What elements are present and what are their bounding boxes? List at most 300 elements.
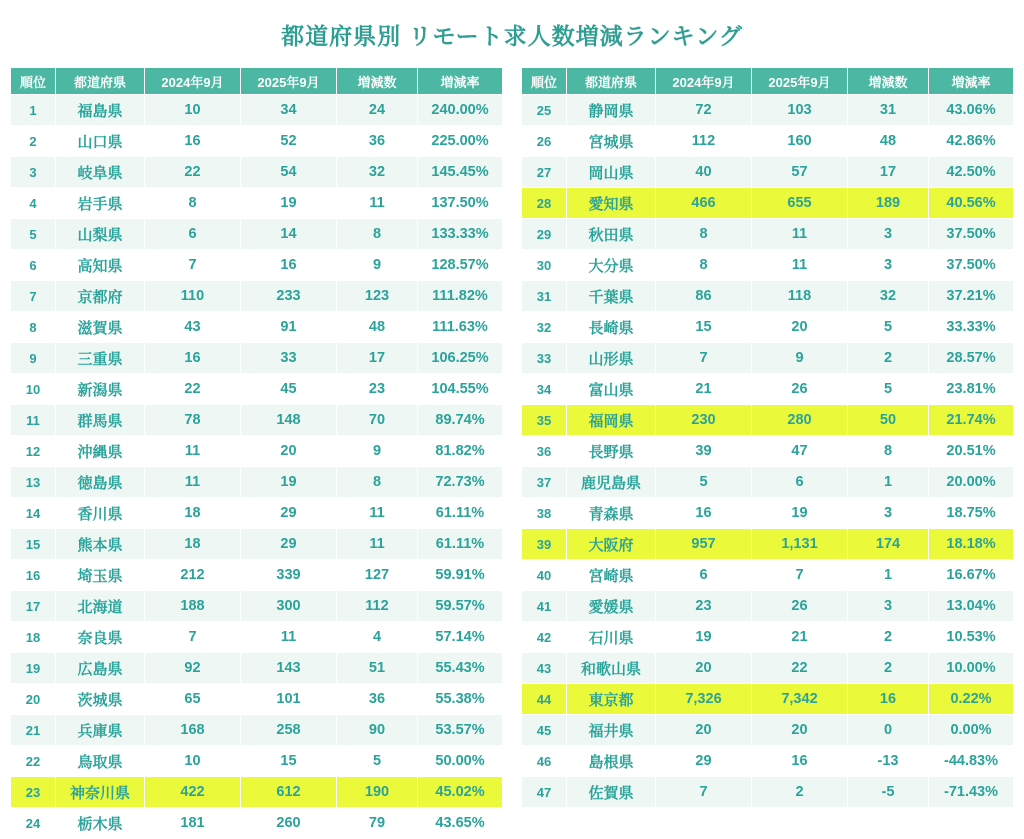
cell-jobs-2024: 20 xyxy=(656,715,752,746)
cell-rank: 40 xyxy=(522,560,567,591)
cell-jobs-2025: 26 xyxy=(752,591,848,622)
cell-rank: 47 xyxy=(522,777,567,808)
cell-diff: 11 xyxy=(337,498,418,529)
cell-jobs-2024: 7 xyxy=(145,622,241,653)
table-row xyxy=(522,312,1014,343)
cell-jobs-2025: 20 xyxy=(752,715,848,746)
column-header-2024: 2024年9月 xyxy=(145,68,241,95)
cell-jobs-2024: 21 xyxy=(656,374,752,405)
cell-prefecture: 三重県 xyxy=(56,343,145,374)
cell-jobs-2025: 655 xyxy=(752,188,848,219)
table-row xyxy=(522,219,1014,250)
table-row xyxy=(522,405,1014,436)
cell-rank: 17 xyxy=(11,591,56,622)
cell-prefecture: 長野県 xyxy=(567,436,656,467)
cell-jobs-2025: 258 xyxy=(241,715,337,746)
cell-jobs-2024: 5 xyxy=(656,467,752,498)
cell-diff: 36 xyxy=(337,126,418,157)
cell-prefecture: 福島県 xyxy=(56,95,145,126)
cell-rate: 28.57% xyxy=(929,343,1014,374)
cell-rate: 111.63% xyxy=(418,312,503,343)
cell-diff: 8 xyxy=(337,219,418,250)
ranking-table-left xyxy=(10,67,503,839)
cell-diff: 127 xyxy=(337,560,418,591)
cell-jobs-2024: 11 xyxy=(145,436,241,467)
cell-prefecture: 静岡県 xyxy=(567,95,656,126)
cell-diff: 32 xyxy=(848,281,929,312)
cell-rank: 45 xyxy=(522,715,567,746)
table-row xyxy=(522,343,1014,374)
cell-jobs-2024: 181 xyxy=(145,808,241,839)
cell-rank: 13 xyxy=(11,467,56,498)
cell-rate: 37.21% xyxy=(929,281,1014,312)
cell-diff: 16 xyxy=(848,684,929,715)
cell-jobs-2025: 11 xyxy=(752,250,848,281)
cell-rank: 6 xyxy=(11,250,56,281)
cell-jobs-2025: 148 xyxy=(241,405,337,436)
cell-jobs-2024: 188 xyxy=(145,591,241,622)
cell-rank: 34 xyxy=(522,374,567,405)
cell-jobs-2025: 280 xyxy=(752,405,848,436)
cell-rate: 23.81% xyxy=(929,374,1014,405)
cell-diff: 2 xyxy=(848,343,929,374)
table-row xyxy=(11,374,503,405)
table-row xyxy=(11,808,503,839)
page-title: 都道府県別 リモート求人数増減ランキング xyxy=(281,23,743,49)
cell-jobs-2024: 16 xyxy=(145,126,241,157)
cell-jobs-2025: 54 xyxy=(241,157,337,188)
table-row xyxy=(11,157,503,188)
cell-rank: 15 xyxy=(11,529,56,560)
cell-rate: 59.57% xyxy=(418,591,503,622)
cell-jobs-2024: 110 xyxy=(145,281,241,312)
cell-prefecture: 京都府 xyxy=(56,281,145,312)
cell-prefecture: 徳島県 xyxy=(56,467,145,498)
cell-jobs-2025: 101 xyxy=(241,684,337,715)
table-row xyxy=(522,591,1014,622)
cell-diff: 8 xyxy=(848,436,929,467)
cell-rate: 61.11% xyxy=(418,498,503,529)
cell-rate: 37.50% xyxy=(929,250,1014,281)
cell-prefecture: 岡山県 xyxy=(567,157,656,188)
cell-prefecture: 愛知県 xyxy=(567,188,656,219)
cell-rank: 31 xyxy=(522,281,567,312)
cell-prefecture: 宮城県 xyxy=(567,126,656,157)
cell-diff: 190 xyxy=(337,777,418,808)
table-row xyxy=(11,126,503,157)
cell-rate: 37.50% xyxy=(929,219,1014,250)
cell-rate: 42.86% xyxy=(929,126,1014,157)
cell-jobs-2025: 118 xyxy=(752,281,848,312)
table-row xyxy=(11,560,503,591)
cell-jobs-2025: 22 xyxy=(752,653,848,684)
cell-prefecture: 広島県 xyxy=(56,653,145,684)
cell-rate: 128.57% xyxy=(418,250,503,281)
cell-rank: 46 xyxy=(522,746,567,777)
cell-jobs-2025: 300 xyxy=(241,591,337,622)
cell-prefecture: 奈良県 xyxy=(56,622,145,653)
cell-jobs-2024: 8 xyxy=(145,188,241,219)
cell-jobs-2024: 22 xyxy=(145,157,241,188)
cell-diff: 17 xyxy=(337,343,418,374)
cell-rate: 45.02% xyxy=(418,777,503,808)
cell-jobs-2025: 29 xyxy=(241,498,337,529)
cell-diff: 5 xyxy=(848,312,929,343)
table-row xyxy=(522,250,1014,281)
column-header-rank: 順位 xyxy=(522,68,567,95)
cell-rank: 32 xyxy=(522,312,567,343)
cell-prefecture: 沖縄県 xyxy=(56,436,145,467)
cell-jobs-2025: 52 xyxy=(241,126,337,157)
cell-prefecture: 愛媛県 xyxy=(567,591,656,622)
cell-prefecture: 秋田県 xyxy=(567,219,656,250)
cell-jobs-2025: 20 xyxy=(241,436,337,467)
cell-prefecture: 神奈川県 xyxy=(56,777,145,808)
cell-rank: 36 xyxy=(522,436,567,467)
table-row xyxy=(11,281,503,312)
cell-jobs-2025: 19 xyxy=(752,498,848,529)
cell-diff: 24 xyxy=(337,95,418,126)
table-row xyxy=(522,436,1014,467)
table-body-left xyxy=(11,95,503,839)
cell-jobs-2025: 26 xyxy=(752,374,848,405)
cell-jobs-2024: 72 xyxy=(656,95,752,126)
cell-rank: 41 xyxy=(522,591,567,622)
cell-jobs-2025: 20 xyxy=(752,312,848,343)
column-header-2025: 2025年9月 xyxy=(752,68,848,95)
cell-rank: 29 xyxy=(522,219,567,250)
cell-rate: 145.45% xyxy=(418,157,503,188)
header-row xyxy=(11,68,503,95)
cell-jobs-2025: 34 xyxy=(241,95,337,126)
table-body-right xyxy=(522,95,1014,808)
cell-prefecture: 山梨県 xyxy=(56,219,145,250)
cell-jobs-2024: 20 xyxy=(656,653,752,684)
cell-diff: 8 xyxy=(337,467,418,498)
cell-jobs-2024: 6 xyxy=(656,560,752,591)
table-row xyxy=(522,281,1014,312)
table-row xyxy=(11,653,503,684)
cell-diff: 48 xyxy=(848,126,929,157)
cell-rank: 5 xyxy=(11,219,56,250)
cell-prefecture: 山形県 xyxy=(567,343,656,374)
cell-rate: 133.33% xyxy=(418,219,503,250)
cell-jobs-2024: 92 xyxy=(145,653,241,684)
table-row xyxy=(522,95,1014,126)
cell-diff: 189 xyxy=(848,188,929,219)
cell-prefecture: 東京都 xyxy=(567,684,656,715)
cell-jobs-2025: 9 xyxy=(752,343,848,374)
cell-jobs-2025: 143 xyxy=(241,653,337,684)
cell-jobs-2024: 7,326 xyxy=(656,684,752,715)
cell-rank: 11 xyxy=(11,405,56,436)
table-row xyxy=(11,777,503,808)
cell-rank: 33 xyxy=(522,343,567,374)
cell-rate: 10.00% xyxy=(929,653,1014,684)
cell-rank: 37 xyxy=(522,467,567,498)
cell-jobs-2025: 103 xyxy=(752,95,848,126)
cell-jobs-2024: 23 xyxy=(656,591,752,622)
cell-rate: 33.33% xyxy=(929,312,1014,343)
column-header-2025: 2025年9月 xyxy=(241,68,337,95)
cell-diff: 123 xyxy=(337,281,418,312)
cell-rank: 30 xyxy=(522,250,567,281)
cell-jobs-2024: 43 xyxy=(145,312,241,343)
cell-jobs-2024: 10 xyxy=(145,95,241,126)
cell-rank: 22 xyxy=(11,746,56,777)
cell-diff: 32 xyxy=(337,157,418,188)
cell-jobs-2024: 230 xyxy=(656,405,752,436)
cell-jobs-2025: 233 xyxy=(241,281,337,312)
cell-prefecture: 山口県 xyxy=(56,126,145,157)
cell-rate: -71.43% xyxy=(929,777,1014,808)
cell-rate: -44.83% xyxy=(929,746,1014,777)
cell-rate: 18.18% xyxy=(929,529,1014,560)
table-row xyxy=(11,529,503,560)
cell-diff: 3 xyxy=(848,498,929,529)
table-header-right xyxy=(522,68,1014,95)
table-row xyxy=(522,157,1014,188)
cell-diff: 3 xyxy=(848,250,929,281)
cell-jobs-2024: 8 xyxy=(656,250,752,281)
table-row xyxy=(522,529,1014,560)
cell-rate: 72.73% xyxy=(418,467,503,498)
column-header-diff: 増減数 xyxy=(848,68,929,95)
cell-rate: 42.50% xyxy=(929,157,1014,188)
cell-rank: 3 xyxy=(11,157,56,188)
cell-rank: 25 xyxy=(522,95,567,126)
cell-rate: 0.00% xyxy=(929,715,1014,746)
cell-prefecture: 青森県 xyxy=(567,498,656,529)
cell-rank: 38 xyxy=(522,498,567,529)
cell-diff: 50 xyxy=(848,405,929,436)
table-row xyxy=(11,312,503,343)
cell-jobs-2025: 16 xyxy=(241,250,337,281)
cell-rank: 7 xyxy=(11,281,56,312)
cell-jobs-2024: 7 xyxy=(656,777,752,808)
cell-diff: 0 xyxy=(848,715,929,746)
cell-prefecture: 茨城県 xyxy=(56,684,145,715)
cell-rank: 12 xyxy=(11,436,56,467)
cell-prefecture: 香川県 xyxy=(56,498,145,529)
cell-rate: 55.38% xyxy=(418,684,503,715)
cell-rate: 10.53% xyxy=(929,622,1014,653)
cell-jobs-2024: 7 xyxy=(656,343,752,374)
cell-rate: 43.65% xyxy=(418,808,503,839)
cell-rate: 18.75% xyxy=(929,498,1014,529)
cell-diff: 11 xyxy=(337,188,418,219)
cell-diff: 2 xyxy=(848,653,929,684)
cell-rate: 16.67% xyxy=(929,560,1014,591)
cell-rank: 19 xyxy=(11,653,56,684)
cell-diff: 36 xyxy=(337,684,418,715)
cell-prefecture: 長崎県 xyxy=(567,312,656,343)
table-row xyxy=(11,188,503,219)
cell-jobs-2024: 212 xyxy=(145,560,241,591)
cell-diff: 112 xyxy=(337,591,418,622)
cell-jobs-2024: 39 xyxy=(656,436,752,467)
cell-jobs-2024: 22 xyxy=(145,374,241,405)
table-row xyxy=(11,436,503,467)
cell-rate: 20.00% xyxy=(929,467,1014,498)
cell-rate: 106.25% xyxy=(418,343,503,374)
cell-diff: 1 xyxy=(848,467,929,498)
cell-jobs-2025: 15 xyxy=(241,746,337,777)
cell-diff: -5 xyxy=(848,777,929,808)
cell-prefecture: 大阪府 xyxy=(567,529,656,560)
cell-jobs-2025: 19 xyxy=(241,188,337,219)
cell-prefecture: 鹿児島県 xyxy=(567,467,656,498)
column-header-prefecture: 都道府県 xyxy=(56,68,145,95)
cell-rate: 43.06% xyxy=(929,95,1014,126)
cell-rank: 18 xyxy=(11,622,56,653)
cell-prefecture: 石川県 xyxy=(567,622,656,653)
column-header-diff: 増減数 xyxy=(337,68,418,95)
cell-jobs-2025: 45 xyxy=(241,374,337,405)
table-header-left xyxy=(11,68,503,95)
cell-rank: 1 xyxy=(11,95,56,126)
cell-diff: 2 xyxy=(848,622,929,653)
cell-jobs-2024: 16 xyxy=(145,343,241,374)
cell-diff: 3 xyxy=(848,219,929,250)
cell-jobs-2024: 86 xyxy=(656,281,752,312)
column-header-rate: 増減率 xyxy=(418,68,503,95)
cell-rate: 53.57% xyxy=(418,715,503,746)
cell-rank: 39 xyxy=(522,529,567,560)
cell-rate: 50.00% xyxy=(418,746,503,777)
header-row xyxy=(522,68,1014,95)
cell-jobs-2024: 29 xyxy=(656,746,752,777)
cell-rank: 9 xyxy=(11,343,56,374)
cell-rate: 240.00% xyxy=(418,95,503,126)
cell-jobs-2024: 15 xyxy=(656,312,752,343)
cell-jobs-2025: 91 xyxy=(241,312,337,343)
table-row xyxy=(522,498,1014,529)
cell-rank: 27 xyxy=(522,157,567,188)
cell-rank: 26 xyxy=(522,126,567,157)
cell-rate: 225.00% xyxy=(418,126,503,157)
cell-prefecture: 富山県 xyxy=(567,374,656,405)
cell-prefecture: 埼玉県 xyxy=(56,560,145,591)
cell-prefecture: 北海道 xyxy=(56,591,145,622)
cell-jobs-2025: 21 xyxy=(752,622,848,653)
table-row xyxy=(11,219,503,250)
cell-rate: 59.91% xyxy=(418,560,503,591)
column-header-prefecture: 都道府県 xyxy=(567,68,656,95)
cell-rate: 61.11% xyxy=(418,529,503,560)
cell-rate: 0.22% xyxy=(929,684,1014,715)
cell-jobs-2025: 16 xyxy=(752,746,848,777)
cell-rate: 104.55% xyxy=(418,374,503,405)
cell-diff: 31 xyxy=(848,95,929,126)
cell-diff: 9 xyxy=(337,436,418,467)
cell-rank: 43 xyxy=(522,653,567,684)
table-row xyxy=(522,560,1014,591)
cell-rank: 2 xyxy=(11,126,56,157)
cell-prefecture: 熊本県 xyxy=(56,529,145,560)
table-row xyxy=(11,684,503,715)
cell-rank: 8 xyxy=(11,312,56,343)
cell-rate: 55.43% xyxy=(418,653,503,684)
cell-diff: 5 xyxy=(337,746,418,777)
table-row xyxy=(11,467,503,498)
table-row xyxy=(11,622,503,653)
cell-diff: 4 xyxy=(337,622,418,653)
table-row xyxy=(11,250,503,281)
cell-diff: 90 xyxy=(337,715,418,746)
table-row xyxy=(11,95,503,126)
table-row xyxy=(522,188,1014,219)
cell-jobs-2024: 6 xyxy=(145,219,241,250)
table-row xyxy=(522,684,1014,715)
cell-jobs-2025: 339 xyxy=(241,560,337,591)
cell-jobs-2024: 18 xyxy=(145,529,241,560)
cell-prefecture: 千葉県 xyxy=(567,281,656,312)
cell-jobs-2025: 19 xyxy=(241,467,337,498)
cell-jobs-2024: 78 xyxy=(145,405,241,436)
table-row xyxy=(11,746,503,777)
cell-jobs-2024: 16 xyxy=(656,498,752,529)
cell-diff: 11 xyxy=(337,529,418,560)
cell-rank: 28 xyxy=(522,188,567,219)
table-row xyxy=(522,374,1014,405)
cell-prefecture: 大分県 xyxy=(567,250,656,281)
cell-rank: 20 xyxy=(11,684,56,715)
cell-rank: 35 xyxy=(522,405,567,436)
cell-jobs-2024: 168 xyxy=(145,715,241,746)
cell-jobs-2024: 422 xyxy=(145,777,241,808)
cell-jobs-2025: 160 xyxy=(752,126,848,157)
table-row xyxy=(11,343,503,374)
cell-rank: 14 xyxy=(11,498,56,529)
cell-jobs-2025: 14 xyxy=(241,219,337,250)
table-row xyxy=(11,715,503,746)
ranking-table-right xyxy=(521,67,1014,808)
cell-diff: 9 xyxy=(337,250,418,281)
cell-jobs-2024: 65 xyxy=(145,684,241,715)
cell-rank: 16 xyxy=(11,560,56,591)
cell-jobs-2024: 112 xyxy=(656,126,752,157)
cell-diff: 5 xyxy=(848,374,929,405)
cell-jobs-2025: 47 xyxy=(752,436,848,467)
cell-diff: 51 xyxy=(337,653,418,684)
cell-rate: 21.74% xyxy=(929,405,1014,436)
cell-diff: 17 xyxy=(848,157,929,188)
cell-prefecture: 福井県 xyxy=(567,715,656,746)
tables-container xyxy=(16,67,1008,839)
table-row xyxy=(11,498,503,529)
cell-jobs-2024: 466 xyxy=(656,188,752,219)
cell-diff: -13 xyxy=(848,746,929,777)
cell-prefecture: 群馬県 xyxy=(56,405,145,436)
cell-jobs-2024: 7 xyxy=(145,250,241,281)
cell-rate: 137.50% xyxy=(418,188,503,219)
cell-prefecture: 島根県 xyxy=(567,746,656,777)
cell-diff: 48 xyxy=(337,312,418,343)
cell-rate: 57.14% xyxy=(418,622,503,653)
cell-jobs-2025: 57 xyxy=(752,157,848,188)
cell-jobs-2025: 6 xyxy=(752,467,848,498)
table-row xyxy=(11,405,503,436)
cell-prefecture: 滋賀県 xyxy=(56,312,145,343)
table-row xyxy=(522,653,1014,684)
cell-prefecture: 和歌山県 xyxy=(567,653,656,684)
cell-jobs-2025: 29 xyxy=(241,529,337,560)
cell-prefecture: 兵庫県 xyxy=(56,715,145,746)
cell-rate: 13.04% xyxy=(929,591,1014,622)
cell-jobs-2024: 18 xyxy=(145,498,241,529)
cell-rank: 24 xyxy=(11,808,56,839)
